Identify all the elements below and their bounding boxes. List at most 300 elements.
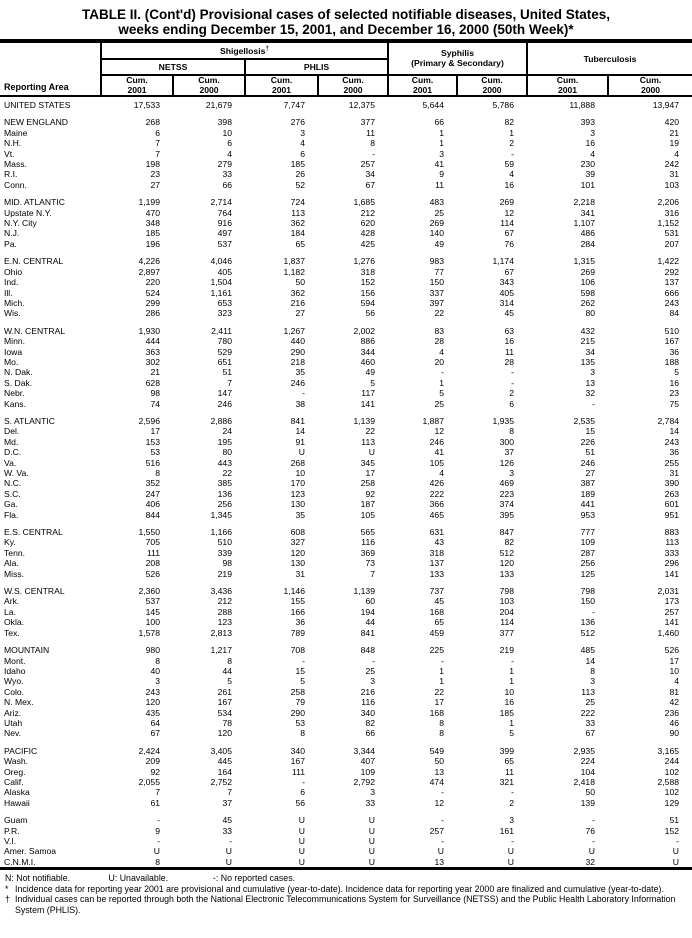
table-row — [0, 197, 692, 207]
table-row — [0, 208, 692, 218]
reporting-area-cell: La. — [4, 606, 16, 617]
value-cell: 1,174 — [492, 256, 514, 267]
reporting-area-cell: Maine — [4, 127, 28, 138]
value-cell: 1 — [509, 127, 514, 138]
reporting-area-cell: Alaska — [4, 787, 30, 798]
value-cell: 17 — [669, 655, 680, 666]
value-cell: 1,315 — [573, 256, 595, 267]
dagger-mark: † — [265, 44, 269, 52]
value-cell: 33 — [365, 797, 375, 808]
reporting-area-cell: C.N.M.I. — [4, 856, 36, 867]
table-row — [0, 499, 692, 509]
value-cell: 16 — [504, 179, 514, 190]
value-cell: 129 — [664, 797, 680, 808]
group-gap — [0, 190, 692, 197]
value-cell: 216 — [360, 686, 375, 697]
value-cell: 953 — [580, 509, 595, 520]
col-header-netss-2001: Cum. 2001 — [101, 75, 173, 96]
value-cell: 8 — [155, 856, 160, 867]
value-cell: 441 — [580, 499, 595, 510]
table-header — [0, 41, 692, 96]
reporting-area-cell: MOUNTAIN — [4, 645, 50, 656]
value-cell: 385 — [217, 478, 232, 489]
table-row — [0, 180, 692, 190]
value-cell: 470 — [145, 207, 160, 218]
value-cell: 258 — [360, 478, 375, 489]
value-cell: 333 — [664, 547, 680, 558]
table-row — [0, 468, 692, 478]
footnote-dagger-text: Individual cases can be reported through both the National Electronic Telecommunications System for Surveillance (NETSS) and the Public Health Laboratory Information System (PHLIS). — [15, 894, 676, 915]
value-cell: 3 — [370, 676, 375, 687]
value-cell: 565 — [360, 527, 375, 538]
value-cell: 534 — [217, 707, 232, 718]
value-cell: 377 — [499, 627, 514, 638]
value-cell: 188 — [664, 356, 680, 367]
shigellosis-label: Shigellosis — [220, 45, 266, 56]
value-cell: 343 — [499, 277, 514, 288]
reporting-area-cell: Upstate N.Y. — [4, 207, 52, 218]
value-cell: 5,786 — [492, 100, 514, 110]
value-cell: - — [302, 388, 305, 399]
reporting-area-cell: Iowa — [4, 346, 23, 357]
value-cell: 1,182 — [283, 266, 305, 277]
reporting-area-cell: Nev. — [4, 728, 22, 739]
value-cell: 12 — [434, 797, 444, 808]
value-cell: 196 — [145, 238, 160, 249]
value-cell: 92 — [365, 488, 375, 499]
reporting-area-cell: S. ATLANTIC — [4, 415, 55, 426]
value-cell: 844 — [145, 509, 160, 520]
value-cell: 76 — [585, 825, 595, 836]
value-cell: 387 — [580, 478, 595, 489]
value-cell: 789 — [290, 627, 305, 638]
value-cell: 28 — [434, 336, 444, 347]
reporting-area-cell: Conn. — [4, 179, 27, 190]
value-cell: 145 — [145, 606, 160, 617]
table-row — [0, 697, 692, 707]
value-cell: 25 — [434, 207, 444, 218]
value-cell: - — [302, 776, 305, 787]
value-cell: U — [368, 815, 375, 826]
value-cell: U — [298, 836, 305, 846]
value-cell: 4 — [590, 148, 595, 159]
syphilis-label-line1: Syphilis — [441, 48, 474, 58]
value-cell: 76 — [504, 238, 514, 249]
table-row — [0, 798, 692, 808]
table-row — [0, 777, 692, 787]
value-cell: 244 — [664, 756, 680, 767]
value-cell: 2,596 — [138, 415, 160, 426]
value-cell: 598 — [580, 287, 595, 298]
value-cell: 348 — [145, 218, 160, 229]
table-row — [0, 607, 692, 617]
value-cell: 3 — [509, 468, 514, 478]
footnote-star-text: Incidence data for reporting year 2001 are provisional and cumulative (year-to-date). Incidence data for reporting year 2000 are finalized and cumulative (year-to-date). — [15, 883, 664, 894]
value-cell: 292 — [664, 266, 680, 277]
value-cell: 77 — [434, 266, 444, 277]
value-cell: 296 — [664, 558, 680, 569]
value-cell: 204 — [499, 606, 514, 617]
reporting-area-cell: N.Y. City — [4, 218, 37, 229]
table-row — [0, 826, 692, 836]
value-cell: 916 — [217, 218, 232, 229]
footnotes — [0, 870, 692, 915]
value-cell: - — [441, 787, 444, 798]
value-cell: 7 — [227, 377, 232, 388]
value-cell: 215 — [580, 336, 595, 347]
value-cell: 7 — [370, 568, 375, 579]
value-cell: 512 — [580, 627, 595, 638]
value-cell: U — [298, 846, 305, 857]
value-cell: 50 — [434, 756, 444, 767]
value-cell: 113 — [291, 207, 305, 218]
legend-line — [5, 873, 688, 884]
value-cell: 224 — [580, 756, 595, 767]
value-cell: 3 — [370, 787, 375, 798]
table-title-line1: TABLE II. (Cont'd) Provisional cases of selected notifiable diseases, United States, — [81, 7, 611, 22]
value-cell: 4,226 — [138, 256, 160, 267]
value-cell: 284 — [580, 238, 595, 249]
table-row — [0, 399, 692, 409]
value-cell: 15 — [585, 426, 595, 437]
value-cell: 7 — [227, 787, 232, 798]
value-cell: 5 — [370, 377, 375, 388]
value-cell: 167 — [290, 756, 305, 767]
value-cell: 49 — [434, 238, 444, 249]
legend-unavailable: U: Unavailable. — [108, 873, 169, 884]
reporting-area-cell: Ark. — [4, 596, 20, 607]
value-cell: 1 — [439, 377, 444, 388]
value-cell: 11 — [505, 766, 514, 777]
value-cell: 628 — [145, 377, 160, 388]
value-cell: U — [298, 825, 305, 836]
table-row — [0, 510, 692, 520]
value-cell: 2,418 — [573, 776, 595, 787]
value-cell: 318 — [429, 547, 444, 558]
table-row — [0, 378, 692, 388]
group-gap — [0, 739, 692, 746]
value-cell: 11 — [435, 179, 444, 190]
value-cell: 435 — [145, 707, 160, 718]
value-cell: 510 — [217, 537, 232, 548]
value-cell: 5,644 — [422, 100, 444, 110]
value-cell: 2,002 — [353, 325, 375, 336]
value-cell: 255 — [664, 457, 680, 468]
value-cell: 236 — [664, 707, 680, 718]
value-cell: 3,165 — [657, 745, 680, 756]
value-cell: 207 — [664, 238, 680, 249]
value-cell: 601 — [664, 499, 680, 510]
tuberculosis-label: Tuberculosis — [583, 53, 637, 64]
shigellosis-group-header — [101, 41, 388, 59]
col-header-phlis-2001: Cum. 2001 — [245, 75, 318, 96]
value-cell: 74 — [150, 398, 160, 409]
footnote-star — [5, 884, 688, 895]
table-row — [0, 256, 692, 266]
value-cell: 8 — [155, 655, 160, 666]
value-cell: 510 — [664, 325, 680, 336]
value-cell: 247 — [145, 488, 160, 499]
value-cell: 242 — [664, 159, 680, 170]
value-cell: U — [298, 447, 305, 458]
value-cell: 13 — [434, 856, 444, 867]
value-cell: 150 — [580, 596, 595, 607]
value-cell: 45 — [222, 815, 232, 826]
value-cell: 91 — [295, 436, 305, 447]
reporting-area-cell: Ky. — [4, 537, 16, 548]
value-cell: 8 — [227, 655, 232, 666]
value-cell: 98 — [150, 388, 160, 399]
value-cell: 440 — [290, 336, 305, 347]
value-cell: 141 — [664, 617, 680, 628]
value-cell: 420 — [664, 117, 680, 128]
phlis-subgroup-header: PHLIS — [245, 59, 388, 75]
value-cell: 407 — [360, 756, 375, 767]
value-cell: 5 — [439, 388, 444, 399]
value-cell: 81 — [669, 686, 680, 697]
value-cell: - — [157, 815, 160, 826]
value-cell: 106 — [580, 277, 595, 288]
value-cell: 65 — [434, 617, 444, 628]
value-cell: 7,747 — [283, 100, 305, 110]
value-cell: 34 — [365, 169, 375, 180]
value-cell: 6 — [300, 787, 305, 798]
value-cell: 2,206 — [657, 197, 680, 208]
table-row — [0, 656, 692, 666]
value-cell: 66 — [365, 728, 375, 739]
value-cell: 37 — [222, 797, 232, 808]
value-cell: 1 — [439, 127, 444, 138]
value-cell: 120 — [145, 697, 160, 708]
value-cell: 25 — [365, 665, 375, 676]
value-cell: 51 — [669, 815, 680, 826]
table-row — [0, 857, 692, 869]
value-cell: 459 — [429, 627, 444, 638]
value-cell: 7 — [155, 148, 160, 159]
reporting-area-cell: Guam — [4, 815, 28, 826]
value-cell: 314 — [499, 297, 514, 308]
value-cell: 2,897 — [138, 266, 160, 277]
reporting-area-cell: Pa. — [4, 238, 17, 249]
value-cell: 136 — [217, 488, 232, 499]
value-cell: 483 — [429, 197, 444, 208]
reporting-area-cell: N.C. — [4, 478, 22, 489]
value-cell: 166 — [290, 606, 305, 617]
value-cell: 41 — [434, 159, 444, 170]
value-cell: 16 — [669, 377, 680, 388]
value-cell: 2,886 — [210, 415, 232, 426]
value-cell: 21 — [669, 127, 680, 138]
value-cell: 1,139 — [353, 586, 375, 597]
value-cell: 66 — [222, 179, 232, 190]
value-cell: 290 — [290, 707, 305, 718]
value-cell: 432 — [580, 325, 595, 336]
value-cell: 3,344 — [353, 745, 375, 756]
value-cell: 67 — [150, 728, 160, 739]
value-cell: 15 — [295, 665, 305, 676]
value-cell: 223 — [499, 488, 514, 499]
value-cell: 5 — [227, 676, 232, 687]
value-cell: 8 — [439, 728, 444, 739]
footnote-dagger — [5, 894, 688, 915]
value-cell: - — [592, 815, 595, 826]
value-cell: 167 — [217, 697, 232, 708]
value-cell: 2,055 — [138, 776, 160, 787]
reporting-area-cell: Del. — [4, 426, 20, 437]
value-cell: 31 — [669, 468, 680, 478]
value-cell: 2,218 — [573, 197, 595, 208]
value-cell: 1,267 — [283, 325, 305, 336]
value-cell: 3 — [590, 676, 595, 687]
value-cell: 1,460 — [657, 627, 680, 638]
value-cell: 104 — [580, 766, 595, 777]
table-row — [0, 708, 692, 718]
table-row — [0, 569, 692, 579]
table-row — [0, 437, 692, 447]
value-cell: 98 — [222, 558, 232, 569]
reporting-area-cell: Miss. — [4, 568, 25, 579]
value-cell: - — [441, 836, 444, 846]
value-cell: 114 — [500, 617, 514, 628]
value-cell: 6 — [300, 148, 305, 159]
value-cell: 222 — [429, 488, 444, 499]
value-cell: 398 — [217, 117, 232, 128]
notifiable-diseases-table — [0, 39, 692, 870]
reporting-area-header — [0, 41, 101, 96]
table-row — [0, 267, 692, 277]
value-cell: 299 — [145, 297, 160, 308]
value-cell: 512 — [499, 547, 514, 558]
table-row — [0, 728, 692, 738]
reporting-area-cell: Fla. — [4, 509, 19, 520]
table-row — [0, 326, 692, 336]
value-cell: 246 — [580, 457, 595, 468]
value-cell: 36 — [669, 346, 680, 357]
value-cell: 14 — [295, 426, 305, 437]
value-cell: 126 — [499, 457, 514, 468]
col-header-tb-2000: Cum. 2000 — [608, 75, 692, 96]
value-cell: 27 — [295, 308, 305, 319]
value-cell: 705 — [145, 537, 160, 548]
value-cell: 369 — [360, 547, 375, 558]
reporting-area-cell: MID. ATLANTIC — [4, 197, 65, 208]
value-cell: 4 — [674, 148, 680, 159]
table-row — [0, 218, 692, 228]
value-cell: 2,784 — [657, 415, 680, 426]
value-cell: 120 — [217, 728, 232, 739]
value-cell: 13 — [434, 766, 444, 777]
value-cell: 269 — [499, 197, 514, 208]
reporting-area-cell: Ind. — [4, 277, 19, 288]
value-cell: 198 — [145, 159, 160, 170]
value-cell: 594 — [360, 297, 375, 308]
table-row — [0, 836, 692, 846]
value-cell: 287 — [580, 547, 595, 558]
value-cell: 21 — [150, 367, 160, 378]
col-header-netss-2000: Cum. 2000 — [173, 75, 245, 96]
reporting-area-cell: Va. — [4, 457, 17, 468]
value-cell: 529 — [217, 346, 232, 357]
value-cell: U — [672, 856, 680, 867]
value-cell: 61 — [150, 797, 160, 808]
value-cell: 1 — [509, 665, 514, 676]
value-cell: 27 — [150, 179, 160, 190]
table-row — [0, 347, 692, 357]
value-cell: 8 — [300, 728, 305, 739]
value-cell: 651 — [217, 356, 232, 367]
value-cell: 1,107 — [573, 218, 595, 229]
value-cell: 537 — [145, 596, 160, 607]
value-cell: 17 — [365, 468, 375, 478]
reporting-area-cell: N.H. — [4, 138, 22, 149]
value-cell: 109 — [360, 766, 375, 777]
footnote-dagger-marker: † — [5, 894, 10, 905]
value-cell: 397 — [429, 297, 444, 308]
value-cell: 12 — [434, 426, 444, 437]
value-cell: 983 — [429, 256, 444, 267]
tuberculosis-group-header — [527, 41, 692, 75]
value-cell: 2,411 — [211, 325, 232, 336]
value-cell: 168 — [429, 606, 444, 617]
value-cell: 246 — [429, 436, 444, 447]
value-cell: 66 — [434, 117, 444, 128]
reporting-area-cell: Tex. — [4, 627, 20, 638]
value-cell: 230 — [580, 159, 595, 170]
value-cell: 14 — [585, 655, 595, 666]
value-cell: 269 — [429, 218, 444, 229]
value-cell: 22 — [434, 686, 444, 697]
value-cell: 82 — [365, 717, 375, 728]
value-cell: 318 — [360, 266, 375, 277]
table-row — [0, 308, 692, 318]
value-cell: 195 — [217, 436, 232, 447]
reporting-area-cell: Colo. — [4, 686, 25, 697]
value-cell: - — [511, 787, 514, 798]
value-cell: 9 — [155, 825, 160, 836]
value-cell: 137 — [429, 558, 444, 569]
value-cell: 327 — [290, 537, 305, 548]
value-cell: 226 — [580, 436, 595, 447]
value-cell: 2,935 — [573, 745, 595, 756]
group-gap — [0, 110, 692, 117]
value-cell: 2 — [509, 138, 514, 149]
value-cell: 469 — [499, 478, 514, 489]
value-cell: 2,535 — [573, 415, 595, 426]
reporting-area-cell: E.N. CENTRAL — [4, 256, 64, 267]
value-cell: 31 — [295, 568, 305, 579]
value-cell: U — [298, 856, 305, 867]
col-header-syphilis-2001: Cum. 2001 — [388, 75, 457, 96]
value-cell: 84 — [669, 308, 680, 319]
col-header-tb-2001: Cum. 2001 — [527, 75, 608, 96]
value-cell: 10 — [295, 468, 305, 478]
table-row — [0, 117, 692, 127]
value-cell: 35 — [295, 367, 305, 378]
value-cell: 288 — [217, 606, 232, 617]
value-cell: 80 — [222, 447, 232, 458]
table-row — [0, 96, 692, 110]
value-cell: 8 — [439, 717, 444, 728]
reporting-area-cell: S.C. — [4, 488, 21, 499]
value-cell: 399 — [499, 745, 514, 756]
value-cell: 140 — [429, 228, 444, 239]
value-cell: 2,714 — [210, 197, 232, 208]
value-cell: 51 — [222, 367, 232, 378]
value-cell: 40 — [150, 665, 160, 676]
table-row — [0, 767, 692, 777]
value-cell: 12 — [504, 207, 514, 218]
value-cell: 120 — [290, 547, 305, 558]
